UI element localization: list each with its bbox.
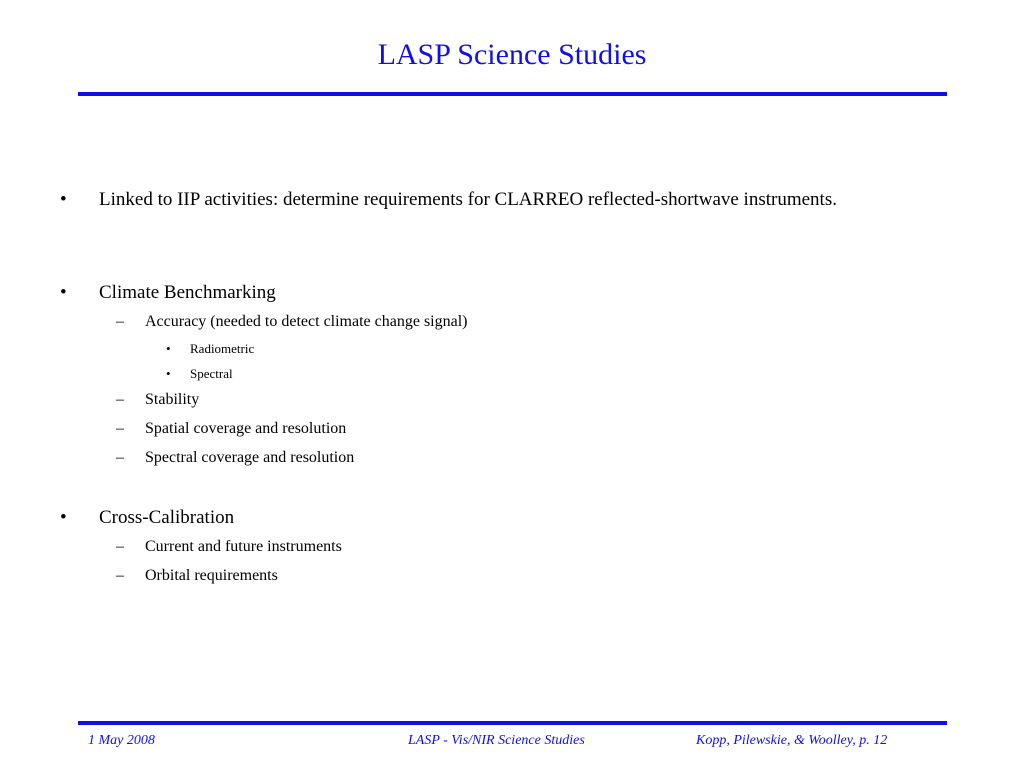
bullet-marker: • [166,366,171,381]
slide-title: LASP Science Studies [377,38,647,71]
sub-bullet-text: Orbital requirements [145,567,278,584]
bullet-text: Climate Benchmarking [99,282,276,303]
bullet-marker: • [60,189,67,210]
dash-marker: – [116,567,124,584]
sub-sub-bullet-text: Radiometric [190,341,255,356]
bullet-text: Cross-Calibration [99,507,235,528]
footer-title: LASP - Vis/NIR Science Studies [408,733,585,748]
dash-marker: – [116,313,124,330]
dash-marker: – [116,420,124,437]
footer-page-info: Kopp, Pilewskie, & Woolley, p. 12 [696,733,888,748]
dash-marker: – [116,538,124,555]
bullet-text: Linked to IIP activities: determine requirements for CLARREO reflected-shortwave instruments. [99,189,837,210]
sub-bullet-text: Spectral coverage and resolution [145,449,355,466]
sub-bullet-text: Current and future instruments [145,538,342,555]
footer-date: 1 May 2008 [88,733,155,748]
sub-bullet-text: Accuracy (needed to detect climate change signal) [145,313,468,330]
sub-bullet-text: Stability [145,391,200,408]
bullet-marker: • [60,507,67,528]
bullet-marker: • [60,282,67,303]
sub-bullet-text: Spatial coverage and resolution [145,420,347,437]
bullet-marker: • [166,341,171,356]
sub-sub-bullet-text: Spectral [190,366,233,381]
dash-marker: – [116,391,124,408]
title-divider [78,92,947,96]
dash-marker: – [116,449,124,466]
footer-divider [78,721,947,725]
